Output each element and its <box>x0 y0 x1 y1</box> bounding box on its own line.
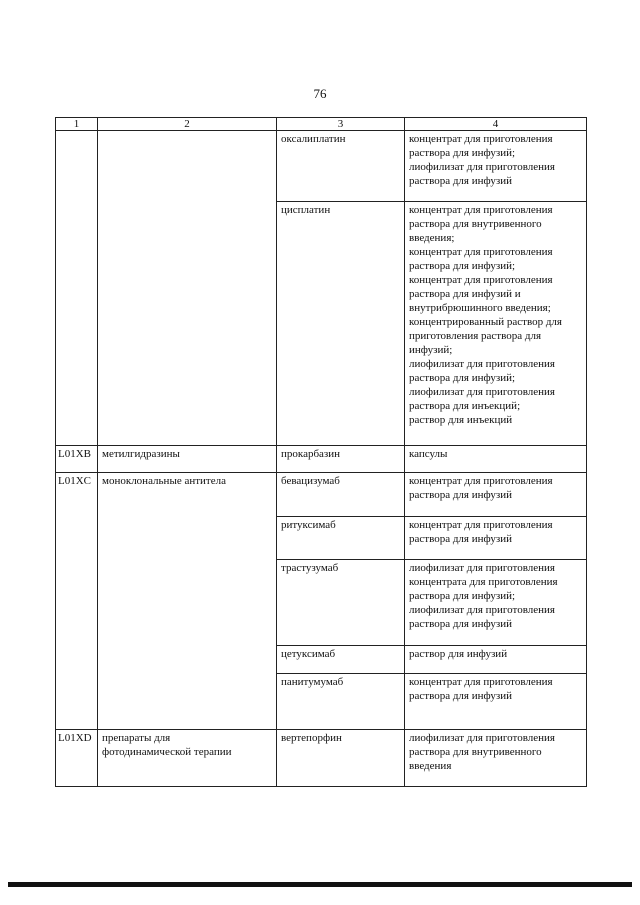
text-line: концентрата для приготовления <box>409 576 558 588</box>
text-line: раствора для инфузий; <box>409 590 516 602</box>
text-line: введения <box>409 760 452 772</box>
text-line: лиофилизат для приготовления <box>409 562 555 574</box>
text-line: раствора для инфузий <box>409 618 512 630</box>
text-line: раствора для инфузий и <box>409 288 521 300</box>
text-line: препараты для <box>102 732 171 744</box>
drug-name: бевацизумаб <box>277 473 405 517</box>
text-line: концентрат для приготовления <box>409 246 553 258</box>
group-name <box>98 473 277 730</box>
group-name <box>98 730 277 787</box>
dosage-forms <box>405 646 587 674</box>
text-line: моноклональные антитела <box>102 475 226 487</box>
column-header-2: 2 <box>98 118 277 131</box>
column-header-4: 4 <box>405 118 587 131</box>
text-line: приготовления раствора для <box>409 330 541 342</box>
text-line: раствор для инъекций <box>409 414 513 426</box>
text-line: раствора для инфузий; <box>409 147 516 159</box>
text-line: лиофилизат для приготовления <box>409 358 555 370</box>
atc-code-cell <box>56 131 98 446</box>
column-header-3: 3 <box>277 118 405 131</box>
text-line: введения; <box>409 232 455 244</box>
page-number: 76 <box>313 86 327 101</box>
text-line: инфузий; <box>409 344 453 356</box>
text-line: концентрат для приготовления <box>409 204 553 216</box>
text-line: концентрат для приготовления <box>409 676 553 688</box>
dosage-forms <box>405 202 587 446</box>
table-row <box>56 730 587 787</box>
text-line: концентрат для приготовления <box>409 475 553 487</box>
text-line: раствора для инфузий <box>409 489 512 501</box>
text-line: раствора для инфузий; <box>409 372 516 384</box>
dosage-forms <box>405 446 587 473</box>
drug-name: панитумумаб <box>277 674 405 730</box>
dosage-forms <box>405 131 587 202</box>
text-line: раствора для инфузий <box>409 533 512 545</box>
group-cell <box>98 131 277 446</box>
text-line: раствора для внутривенного <box>409 218 542 230</box>
atc-code: L01XC <box>56 473 98 730</box>
text-line: лиофилизат для приготовления <box>409 732 555 744</box>
drug-name: прокарбазин <box>277 446 405 473</box>
text-line: раствор для инфузий <box>409 648 508 660</box>
text-line: раствора для инфузий; <box>409 260 516 272</box>
table-row <box>56 446 587 473</box>
table-row <box>56 473 587 517</box>
drug-name: оксалиплатин <box>277 131 405 202</box>
drug-name: трастузумаб <box>277 560 405 646</box>
text-line: метилгидразины <box>102 448 180 460</box>
text-line: фотодинамической терапии <box>102 746 232 758</box>
text-line: внутрибрюшинного введения; <box>409 302 551 314</box>
text-line: лиофилизат для приготовления <box>409 161 555 173</box>
table-header-row <box>56 118 587 131</box>
dosage-forms <box>405 473 587 517</box>
text-line: раствора для инфузий <box>409 690 512 702</box>
text-line: концентрат для приготовления <box>409 133 553 145</box>
drug-name: вертепорфин <box>277 730 405 787</box>
table-row <box>56 131 587 202</box>
dosage-forms <box>405 730 587 787</box>
column-header-1: 1 <box>56 118 98 131</box>
text-line: лиофилизат для приготовления <box>409 604 555 616</box>
footer-rule <box>8 882 632 887</box>
atc-code: L01XB <box>56 446 98 473</box>
dosage-forms <box>405 560 587 646</box>
drug-name: цисплатин <box>277 202 405 446</box>
text-line: концентрат для приготовления <box>409 519 553 531</box>
drug-name: ритуксимаб <box>277 517 405 560</box>
text-line: капсулы <box>409 448 448 460</box>
drug-name: цетуксимаб <box>277 646 405 674</box>
text-line: концентрат для приготовления <box>409 274 553 286</box>
atc-code: L01XD <box>56 730 98 787</box>
dosage-forms <box>405 517 587 560</box>
text-line: раствора для инъекций; <box>409 400 521 412</box>
text-line: лиофилизат для приготовления <box>409 386 555 398</box>
text-line: раствора для инфузий <box>409 175 512 187</box>
group-name <box>98 446 277 473</box>
drug-table <box>55 117 587 787</box>
dosage-forms <box>405 674 587 730</box>
text-line: раствора для внутривенного <box>409 746 542 758</box>
text-line: концентрированный раствор для <box>409 316 562 328</box>
